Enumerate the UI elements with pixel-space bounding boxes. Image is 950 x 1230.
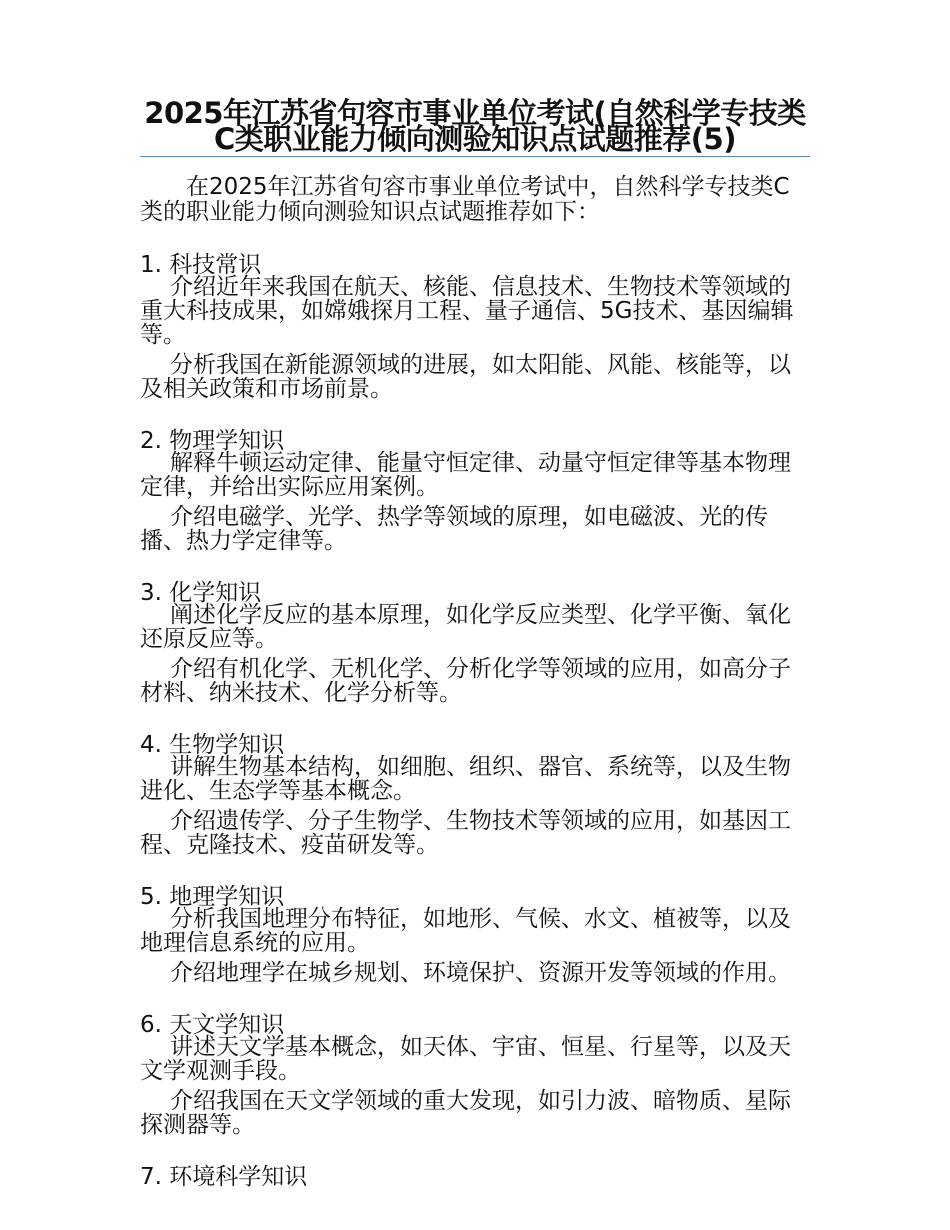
section-heading: 6. 天文学知识: [140, 1012, 285, 1038]
section-paragraph: 介绍有机化学、无机化学、分析化学等领域的应用，如高分子材料、纳米技术、化学分析等。: [140, 656, 791, 706]
section-science-common-sense: [140, 253, 810, 401]
section-paragraph: 介绍地理学在城乡规划、环境保护、资源开发等领域的作用。: [170, 960, 791, 986]
section-heading: 1. 科技常识: [140, 252, 262, 278]
section-paragraph: 分析我国在新能源领域的进展，如太阳能、风能、核能等，以及相关政策和市场前景。: [140, 352, 791, 402]
section-heading: 2. 物理学知识: [140, 428, 285, 454]
section-paragraph: 阐述化学反应的基本原理，如化学反应类型、化学平衡、氧化还原反应等。: [140, 602, 791, 652]
document-page: [140, 96, 810, 1190]
section-paragraph: 讲解生物基本结构，如细胞、组织、器官、系统等，以及生物进化、生态学等基本概念。: [140, 754, 791, 804]
section-heading: 5. 地理学知识: [140, 884, 285, 910]
section-heading: 3. 化学知识: [140, 580, 262, 606]
section-paragraph: 介绍遗传学、分子生物学、生物技术等领域的应用，如基因工程、克隆技术、疫苗研发等。: [140, 808, 791, 858]
section-geography: [140, 885, 810, 985]
intro-paragraph: 在2025年江苏省句容市事业单位考试中，自然科学专技类C类的职业能力倾向测验知识点试题推荐如下：: [140, 174, 790, 225]
section-biology: [140, 733, 810, 857]
section-paragraph: 分析我国地理分布特征，如地形、气候、水文、植被等，以及地理信息系统的应用。: [140, 906, 791, 956]
section-heading: 7. 环境科学知识: [140, 1164, 308, 1190]
section-paragraph: 讲述天文学基本概念，如天体、宇宙、恒星、行星等，以及天文学观测手段。: [140, 1034, 791, 1084]
title-divider: [140, 156, 810, 157]
section-paragraph: 介绍近年来我国在航天、核能、信息技术、生物技术等领域的重大科技成果，如嫦娥探月工程、量子通信、5G技术、基因编辑等。: [140, 274, 794, 348]
section-astronomy: [140, 1013, 810, 1137]
section-paragraph: 介绍电磁学、光学、热学等领域的原理，如电磁波、光的传播、热力学定律等。: [140, 504, 768, 554]
document-title: 2025年江苏省句容市事业单位考试(自然科学专技类C类职业能力倾向测验知识点试题推荐(5): [144, 96, 806, 156]
section-paragraph: 解释牛顿运动定律、能量守恒定律、动量守恒定律等基本物理定律，并给出实际应用案例。: [140, 450, 791, 500]
section-physics: [140, 429, 810, 553]
section-environmental-science: [140, 1165, 810, 1189]
section-paragraph: 介绍我国在天文学领域的重大发现，如引力波、暗物质、星际探测器等。: [140, 1088, 791, 1138]
section-chemistry: [140, 581, 810, 705]
section-heading: 4. 生物学知识: [140, 732, 285, 758]
